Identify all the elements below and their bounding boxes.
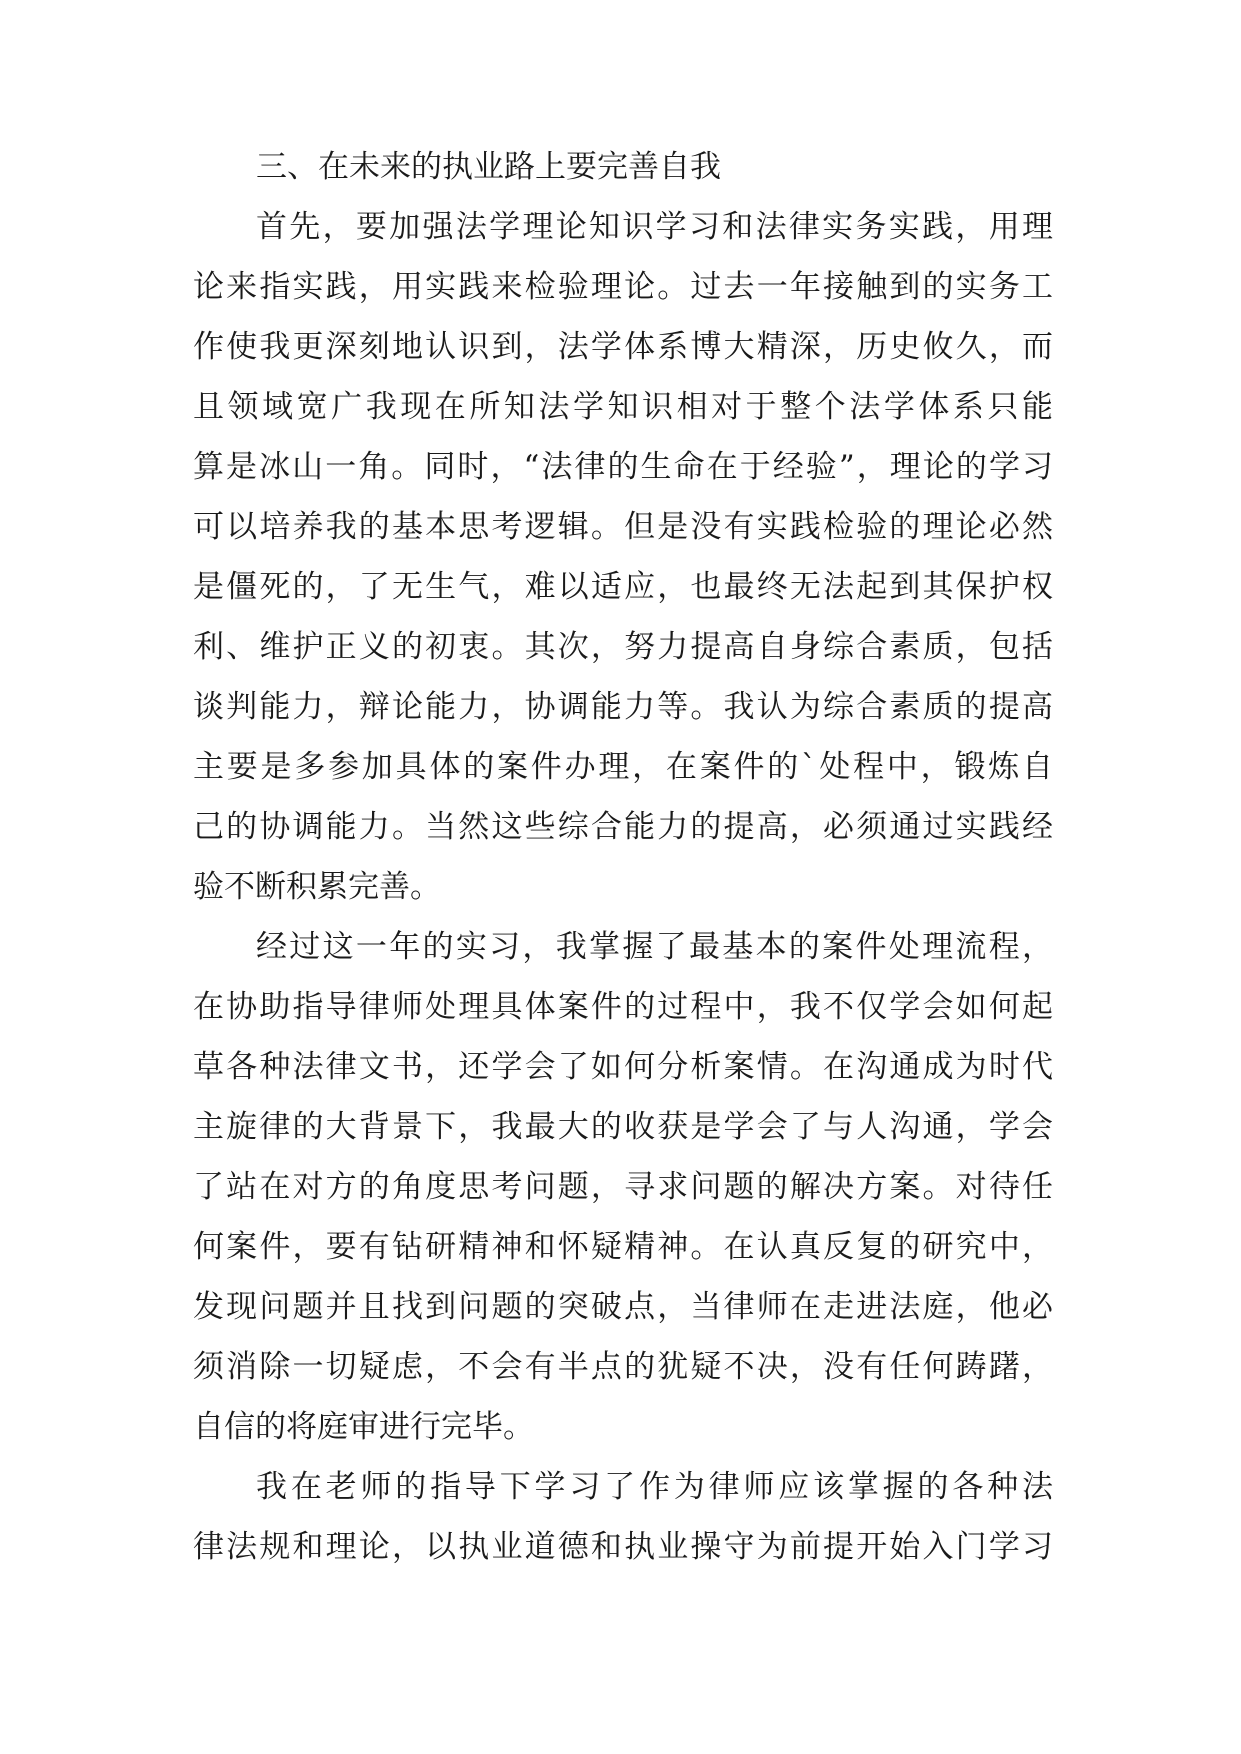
text-line: 论来指实践，用实践来检验理论。过去一年接触到的实务工 <box>193 269 1053 305</box>
text-line: 发现问题并且找到问题的突破点，当律师在走进法庭，他必 <box>193 1289 1053 1325</box>
text-line: 在协助指导律师处理具体案件的过程中，我不仅学会如何起 <box>193 989 1053 1025</box>
text-line: 草各种法律文书，还学会了如何分析案情。在沟通成为时代 <box>193 1049 1053 1085</box>
text-line: 主要是多参加具体的案件办理，在案件的`处程中，锻炼自 <box>193 749 1053 785</box>
text-line: 利、维护正义的初衷。其次，努力提高自身综合素质，包括 <box>193 629 1053 665</box>
text-line: 主旋律的大背景下，我最大的收获是学会了与人沟通，学会 <box>193 1109 1053 1145</box>
text-line: 须消除一切疑虑，不会有半点的犹疑不决，没有任何踌躇， <box>193 1349 1053 1385</box>
text-line: 可以培养我的基本思考逻辑。但是没有实践检验的理论必然 <box>193 509 1053 545</box>
text-line: 是僵死的，了无生气，难以适应，也最终无法起到其保护权 <box>193 569 1053 605</box>
text-line: 律法规和理论，以执业道德和执业操守为前提开始入门学习 <box>193 1529 1053 1565</box>
text-line: 且领域宽广我现在所知法学知识相对于整个法学体系只能 <box>193 389 1053 425</box>
text-line: 作使我更深刻地认识到，法学体系博大精深，历史攸久，而 <box>193 329 1053 365</box>
text-line: 自信的将庭审进行完毕。 <box>193 1409 534 1445</box>
text-line: 谈判能力，辩论能力，协调能力等。我认为综合素质的提高 <box>193 689 1053 725</box>
text-line: 首先，要加强法学理论知识学习和法律实务实践，用理 <box>256 209 1053 245</box>
text-line: 了站在对方的角度思考问题，寻求问题的解决方案。对待任 <box>193 1169 1053 1205</box>
text-line: 算是冰山一角。同时，“法律的生命在于经验”，理论的学习 <box>193 449 1053 485</box>
text-line: 经过这一年的实习，我掌握了最基本的案件处理流程， <box>256 929 1053 965</box>
section-heading: 三、在未来的执业路上要完善自我 <box>256 149 721 185</box>
text-line: 何案件，要有钻研精神和怀疑精神。在认真反复的研究中， <box>193 1229 1053 1265</box>
text-line: 己的协调能力。当然这些综合能力的提高，必须通过实践经 <box>193 809 1053 845</box>
text-line: 验不断积累完善。 <box>193 869 441 905</box>
text-line: 我在老师的指导下学习了作为律师应该掌握的各种法 <box>256 1469 1053 1505</box>
